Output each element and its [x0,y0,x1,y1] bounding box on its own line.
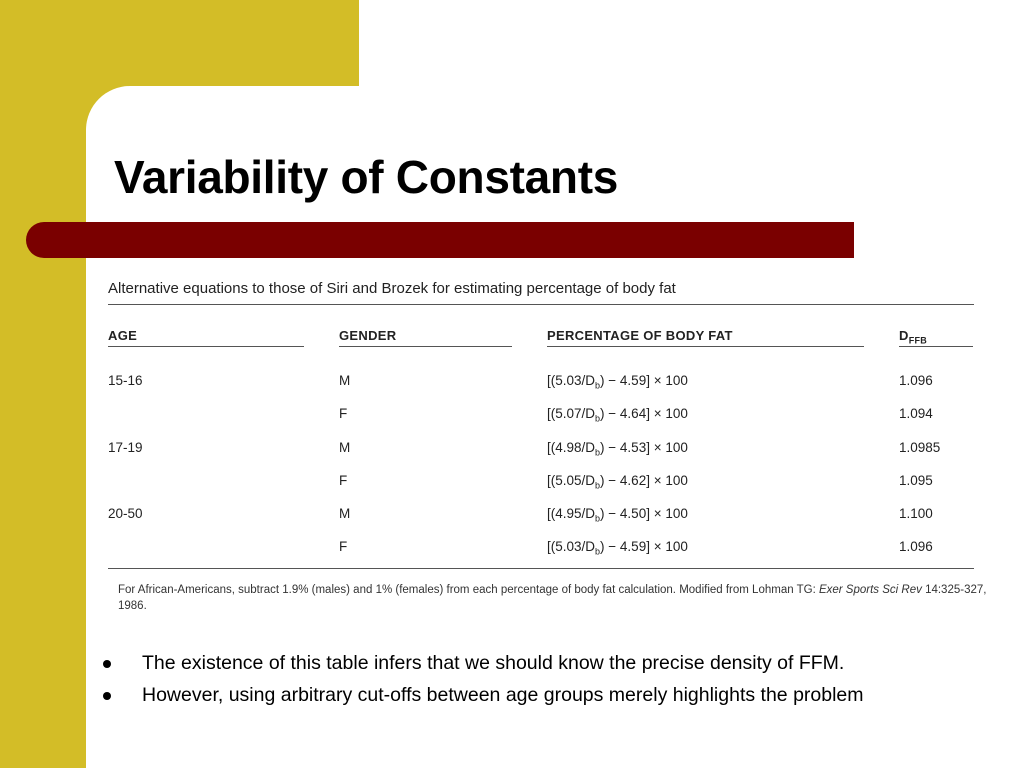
header-underline-pbf [547,346,864,347]
equation-text: [(5.03/D [547,539,596,554]
footnote-text: For African-Americans, subtract 1.9% (males) and 1% (females) from each percentage of body fat calculation. Modified from Lohman TG: [118,584,819,596]
equation-subscript: b [595,413,601,424]
header-underline-gender [339,346,512,347]
table-cell-gender: F [339,473,348,488]
table-cell-equation [547,506,688,524]
footnote-journal: Exer Sports Sci Rev [818,584,922,596]
equation-text: [(4.98/D [547,440,596,455]
title-underline-bar [26,222,854,258]
header-dffb-subscript: FFB [908,335,928,346]
table-cell-gender: M [339,506,351,521]
table-cell-equation [547,406,688,424]
slide-title: Variability of Constants [114,151,619,203]
header-underline-dffb [899,346,973,347]
table-cell-age: 17-19 [108,440,143,455]
table-cell-age: 20-50 [108,506,143,521]
table-cell-age: 15-16 [108,373,143,388]
equation-subscript: b [595,447,601,458]
equation-subscript: b [595,513,601,524]
equation-subscript: b [595,380,601,391]
bullet-list [100,650,864,714]
bullet-text: The existence of this table infers that we should know the precise density of FFM. [142,652,845,674]
table-cell-equation [547,373,688,391]
bullet-dot-icon [103,692,111,700]
table-bottom-rule [108,568,974,569]
table-cell-equation [547,473,688,491]
table-cell-dffb: 1.100 [899,506,933,521]
header-gender: GENDER [339,328,397,343]
equation-text: [(5.03/D [547,373,596,388]
equation-text: ) − 4.62] × 100 [600,473,688,488]
bullet-dot-icon [103,660,111,668]
equation-text: ) − 4.64] × 100 [600,406,688,421]
header-dffb-symbol: D [899,328,909,343]
table-cell-dffb: 1.096 [899,539,933,554]
footnote-citation: 14:325-327, 1986. [118,584,987,612]
equation-text: [(4.95/D [547,506,596,521]
table-cell-gender: F [339,406,348,421]
header-age: AGE [108,328,138,343]
equation-subscript: b [595,480,601,491]
table-cell-dffb: 1.095 [899,473,933,488]
header-percentage-body-fat: PERCENTAGE OF BODY FAT [547,328,733,343]
bullet-text: However, using arbitrary cut-offs between age groups merely highlights the problem [142,684,864,706]
equation-subscript: b [595,546,601,557]
header-dffb [899,328,927,346]
table-top-rule [108,304,974,305]
equation-text: ) − 4.53] × 100 [600,440,688,455]
equation-text: [(5.05/D [547,473,596,488]
table-cell-dffb: 1.0985 [899,440,941,455]
equation-text: ) − 4.59] × 100 [600,373,688,388]
gold-left-margin [0,0,86,768]
table-cell-gender: F [339,539,348,554]
table-caption: Alternative equations to those of Siri and Brozek for estimating percentage of body fat [108,280,676,297]
equation-text: [(5.07/D [547,406,596,421]
table-cell-equation [547,440,688,458]
table-cell-equation [547,539,688,557]
table-cell-gender: M [339,373,351,388]
equation-text: ) − 4.59] × 100 [600,539,688,554]
bullet-item [100,650,864,682]
table-cell-dffb: 1.094 [899,406,933,421]
equation-text: ) − 4.50] × 100 [600,506,688,521]
header-underline-age [108,346,304,347]
bullet-item [100,682,864,714]
table-cell-dffb: 1.096 [899,373,933,388]
table-cell-gender: M [339,440,351,455]
table-footnote [118,582,988,614]
